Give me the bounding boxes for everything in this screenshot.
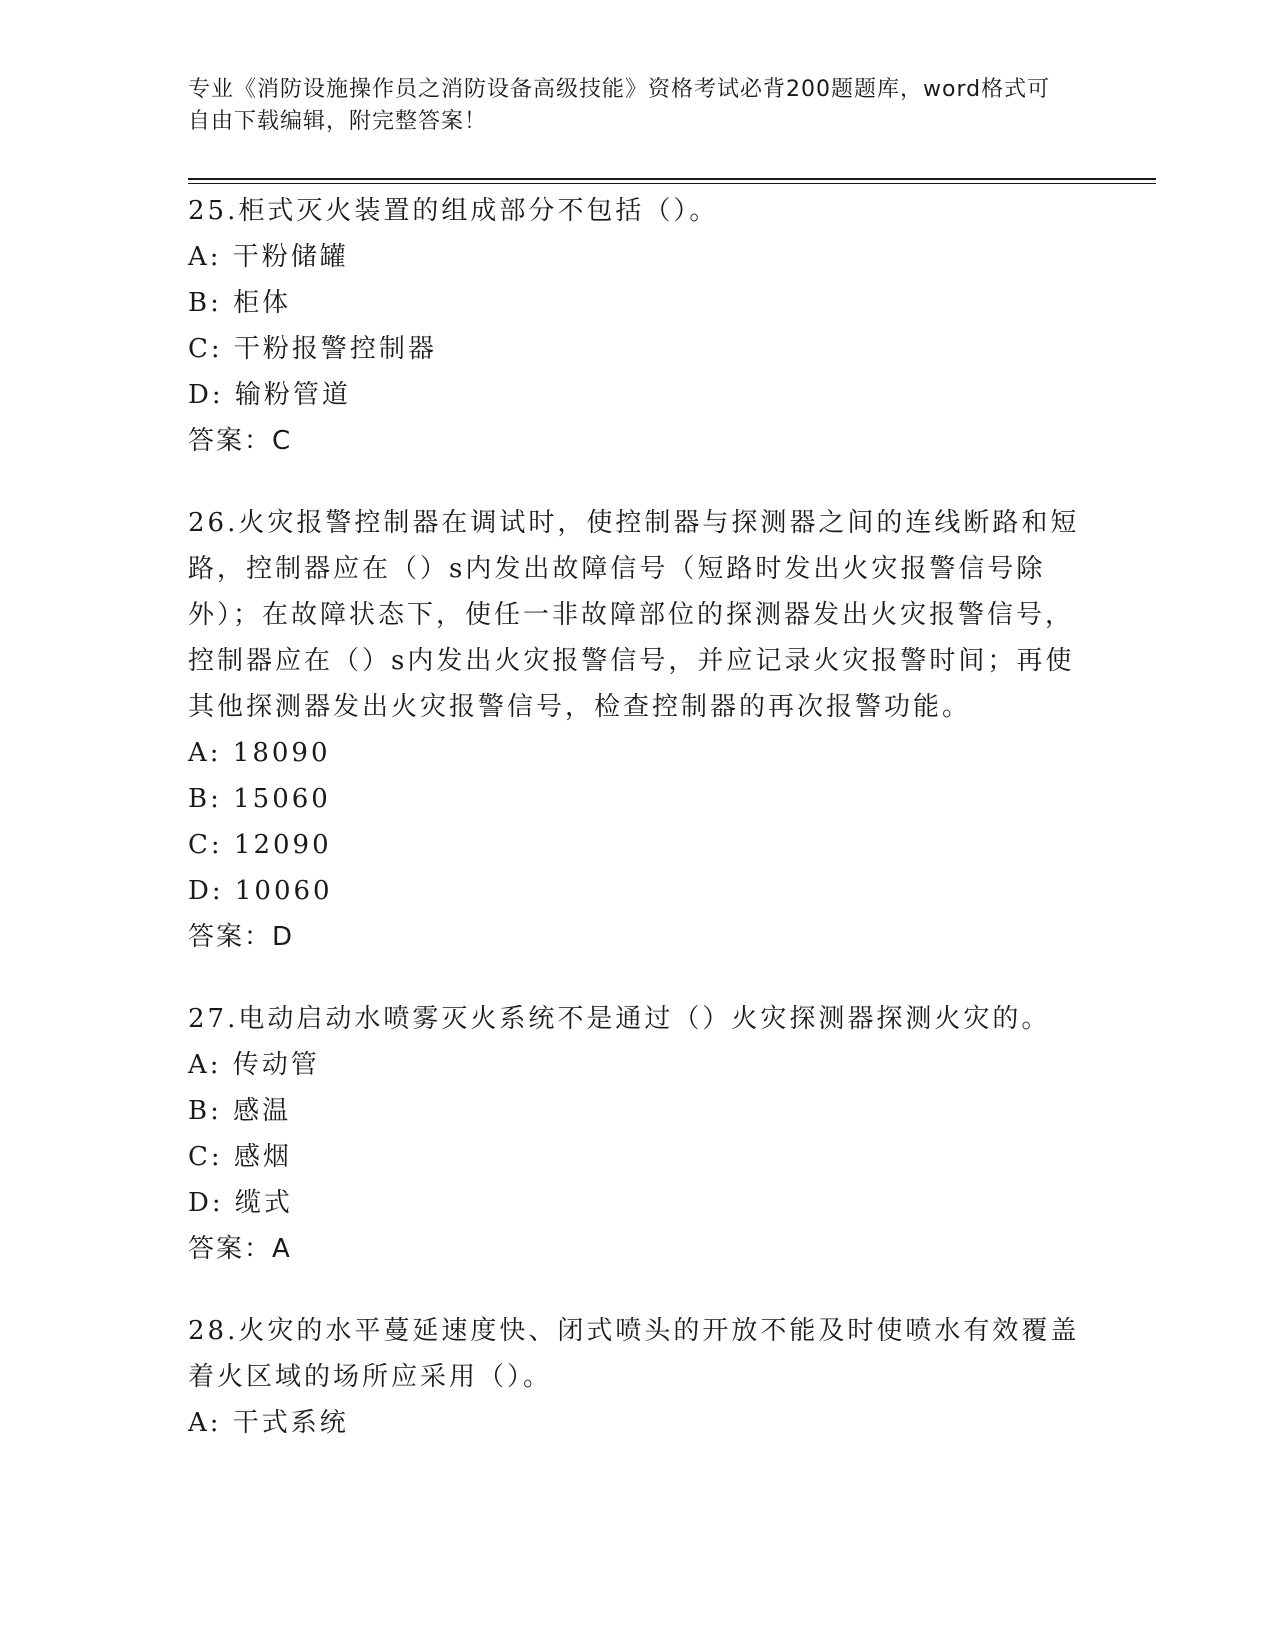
question-stem: 26.火灾报警控制器在调试时，使控制器与探测器之间的连线断路和短路，控制器应在（）s内发出故障信号（短路时发出火灾报警信号除外）；在故障状态下，使任一非故障部位的探测器发出火灾报警信号，控制器应在（）s内发出火灾报警信号，并应记录火灾报警时间；再使其他探测器发出火灾报警信号，检查控制器的再次报警功能。 [188,508,1080,722]
header-divider-thick [188,178,1156,180]
option-a: A: 干粉储罐 [188,242,349,272]
question-stem: 27.电动启动水喷雾灭火系统不是通过（）火灾探测器探测火灾的。 [188,1004,1051,1034]
option-b: B: 柜体 [188,288,292,318]
question-list [188,188,1088,1482]
option-a: A: 干式系统 [188,1408,349,1438]
question-27 [188,996,1088,1272]
document-header: 专业《消防设施操作员之消防设备高级技能》资格考试必背200题题库，word格式可自由下载编辑，附完整答案！ [188,77,1051,134]
header-divider-thin [188,183,1156,184]
answer-line: 答案：C [188,426,293,456]
option-c: C: 感烟 [188,1142,292,1172]
answer-line: 答案：A [188,1234,292,1264]
option-b: B: 感温 [188,1096,292,1126]
option-d: D: 10060 [188,876,333,906]
option-d: D: 缆式 [188,1188,293,1218]
option-a: A: 18090 [188,738,331,768]
question-28 [188,1308,1088,1446]
question-25 [188,188,1088,464]
option-c: C: 干粉报警控制器 [188,334,437,364]
question-26 [188,500,1088,960]
answer-line: 答案：D [188,922,295,952]
option-c: C: 12090 [188,830,332,860]
option-b: B: 15060 [188,784,331,814]
question-stem: 28.火灾的水平蔓延速度快、闭式喷头的开放不能及时使喷水有效覆盖着火区域的场所应采用（）。 [188,1316,1080,1392]
option-a: A: 传动管 [188,1050,320,1080]
option-d: D: 输粉管道 [188,380,351,410]
question-stem: 25.柜式灭火装置的组成部分不包括（）。 [188,196,719,226]
